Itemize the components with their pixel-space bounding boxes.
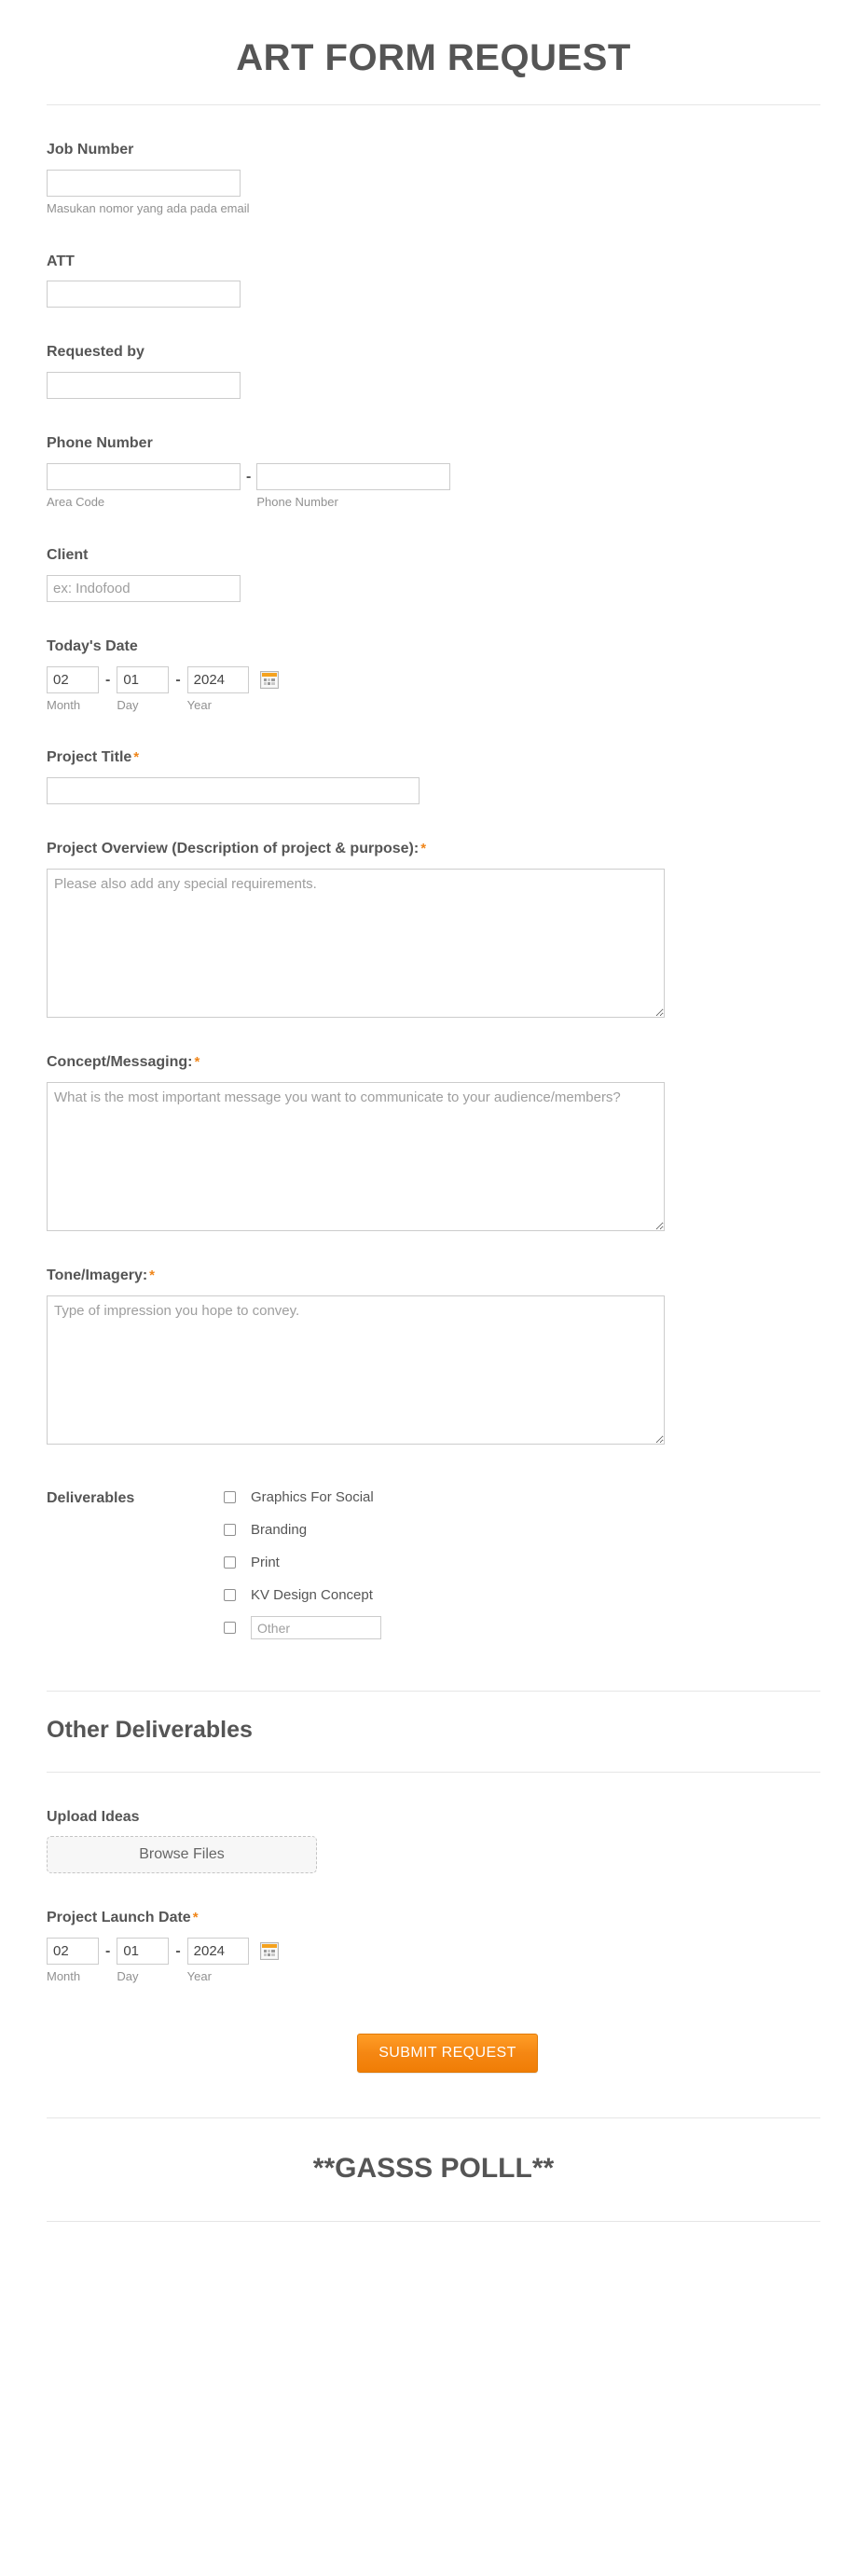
phone-separator: - xyxy=(246,469,252,486)
field-project-launch-date xyxy=(47,1873,820,1985)
job-number-input[interactable] xyxy=(47,170,241,197)
tone-imagery-label xyxy=(47,1267,820,1286)
project-launch-date-separator-1: - xyxy=(105,1943,111,1960)
phone-area-code-sublabel: Area Code xyxy=(47,495,105,510)
job-number-label: Job Number xyxy=(47,142,134,158)
project-launch-date-year-sublabel: Year xyxy=(186,1969,212,1984)
field-phone-number xyxy=(47,399,820,511)
deliverable-option-kv-design-concept[interactable] xyxy=(224,1585,381,1606)
requested-by-label: Requested by xyxy=(47,344,144,361)
project-launch-date-month-sublabel: Month xyxy=(47,1969,81,1984)
deliverables-label: Deliverables xyxy=(47,1489,135,1506)
field-client xyxy=(47,511,820,602)
form-header xyxy=(0,0,867,104)
requested-by-input[interactable] xyxy=(47,372,241,399)
project-launch-date-day-sublabel: Day xyxy=(117,1969,139,1984)
browse-files-button[interactable]: Browse Files xyxy=(47,1836,317,1873)
deliverable-other-input[interactable] xyxy=(251,1616,381,1639)
deliverable-option-label: KV Design Concept xyxy=(251,1586,373,1603)
todays-date-separator-1: - xyxy=(105,671,111,688)
phone-number-group xyxy=(256,463,450,511)
project-launch-date-month-input[interactable] xyxy=(47,1938,99,1965)
project-launch-date-year-input[interactable] xyxy=(187,1938,249,1965)
checkbox-icon[interactable] xyxy=(224,1622,236,1634)
job-number-sublabel: Masukan nomor yang ada pada email xyxy=(47,200,250,215)
client-input[interactable] xyxy=(47,575,241,602)
required-marker: * xyxy=(149,1267,156,1283)
project-overview-textarea[interactable] xyxy=(47,869,665,1018)
todays-date-day-input[interactable] xyxy=(117,666,169,693)
todays-date-day-group xyxy=(117,666,169,714)
att-input[interactable] xyxy=(47,281,241,308)
poll-section-spacer xyxy=(47,2073,820,2117)
form-body xyxy=(0,105,867,1691)
todays-date-label: Today's Date xyxy=(47,637,138,654)
project-launch-date-day-group xyxy=(117,1938,169,1985)
field-tone-imagery xyxy=(47,1231,820,1445)
todays-date-year-group xyxy=(187,666,249,714)
field-upload-ideas xyxy=(47,1773,820,1874)
phone-number-sublabel: Phone Number xyxy=(256,495,338,510)
upload-ideas-label: Upload Ideas xyxy=(47,1808,140,1825)
project-title-label xyxy=(47,748,820,768)
deliverable-option-graphics-for-social[interactable] xyxy=(224,1487,381,1508)
deliverables-section-spacer xyxy=(47,1638,820,1691)
todays-date-month-group xyxy=(47,666,99,714)
client-label: Client xyxy=(47,546,89,563)
deliverable-option-print[interactable] xyxy=(224,1553,381,1573)
tone-imagery-label-text: Tone/Imagery: xyxy=(47,1267,148,1283)
att-label: ATT xyxy=(47,253,75,269)
other-deliverables-section xyxy=(0,1692,867,1772)
field-requested-by xyxy=(47,308,820,399)
field-project-overview xyxy=(47,804,820,1018)
project-launch-date-label xyxy=(47,1909,820,1928)
checkbox-icon[interactable] xyxy=(224,1491,236,1503)
todays-date-day-sublabel: Day xyxy=(117,697,139,712)
page-tail-spacer xyxy=(0,2222,867,2306)
phone-area-code-group xyxy=(47,463,241,511)
required-marker: * xyxy=(192,1910,199,1926)
checkbox-icon[interactable] xyxy=(224,1589,236,1601)
todays-date-year-input[interactable] xyxy=(187,666,249,693)
phone-number-row xyxy=(47,463,820,511)
field-att xyxy=(47,217,820,308)
todays-date-year-sublabel: Year xyxy=(186,697,212,712)
required-marker: * xyxy=(194,1054,200,1071)
todays-date-row xyxy=(47,666,820,714)
concept-messaging-textarea[interactable] xyxy=(47,1082,665,1231)
required-marker: * xyxy=(133,749,140,766)
todays-date-month-input[interactable] xyxy=(47,666,99,693)
other-deliverables-heading: Other Deliverables xyxy=(47,1716,253,1743)
todays-date-separator-2: - xyxy=(175,671,181,688)
project-launch-date-label-text: Project Launch Date xyxy=(47,1910,191,1926)
field-job-number xyxy=(47,105,820,217)
deliverable-option-label: Graphics For Social xyxy=(251,1488,374,1505)
concept-messaging-label xyxy=(47,1053,820,1073)
todays-date-month-sublabel: Month xyxy=(47,697,81,712)
field-todays-date xyxy=(47,602,820,714)
checkbox-icon[interactable] xyxy=(224,1556,236,1569)
page-title: ART FORM REQUEST xyxy=(236,37,631,78)
phone-number-label: Phone Number xyxy=(47,435,153,452)
phone-area-code-input[interactable] xyxy=(47,463,241,490)
deliverables-checkbox-list xyxy=(224,1487,381,1638)
other-deliverables-body xyxy=(0,1773,867,2117)
field-deliverables xyxy=(47,1445,820,1638)
poll-heading: **GASSS POLLL** xyxy=(312,2153,555,2185)
required-marker: * xyxy=(420,841,427,857)
project-launch-date-day-input[interactable] xyxy=(117,1938,169,1965)
project-title-label-text: Project Title xyxy=(47,749,132,766)
deliverable-option-label: Print xyxy=(251,1554,280,1570)
project-launch-date-row xyxy=(47,1938,820,1985)
phone-number-input[interactable] xyxy=(256,463,450,490)
deliverable-option-other[interactable] xyxy=(224,1618,381,1638)
poll-section xyxy=(0,2118,867,2221)
project-launch-date-month-group xyxy=(47,1938,99,1985)
tone-imagery-textarea[interactable] xyxy=(47,1295,665,1445)
project-launch-date-separator-2: - xyxy=(175,1943,181,1960)
checkbox-icon[interactable] xyxy=(224,1524,236,1536)
calendar-icon[interactable] xyxy=(260,1942,279,1960)
field-project-title xyxy=(47,713,820,804)
field-concept-messaging xyxy=(47,1018,820,1231)
concept-messaging-label-text: Concept/Messaging: xyxy=(47,1054,193,1071)
submit-row xyxy=(47,1985,820,2073)
calendar-icon[interactable] xyxy=(260,671,279,689)
deliverable-option-branding[interactable] xyxy=(224,1520,381,1541)
project-launch-date-year-group xyxy=(187,1938,249,1985)
project-overview-label-text: Project Overview (Description of project & purpose): xyxy=(47,841,420,857)
project-overview-label xyxy=(47,840,820,859)
deliverable-option-label: Branding xyxy=(251,1521,308,1538)
project-title-input[interactable] xyxy=(47,777,420,804)
submit-request-button[interactable]: SUBMIT REQUEST xyxy=(357,2034,538,2073)
